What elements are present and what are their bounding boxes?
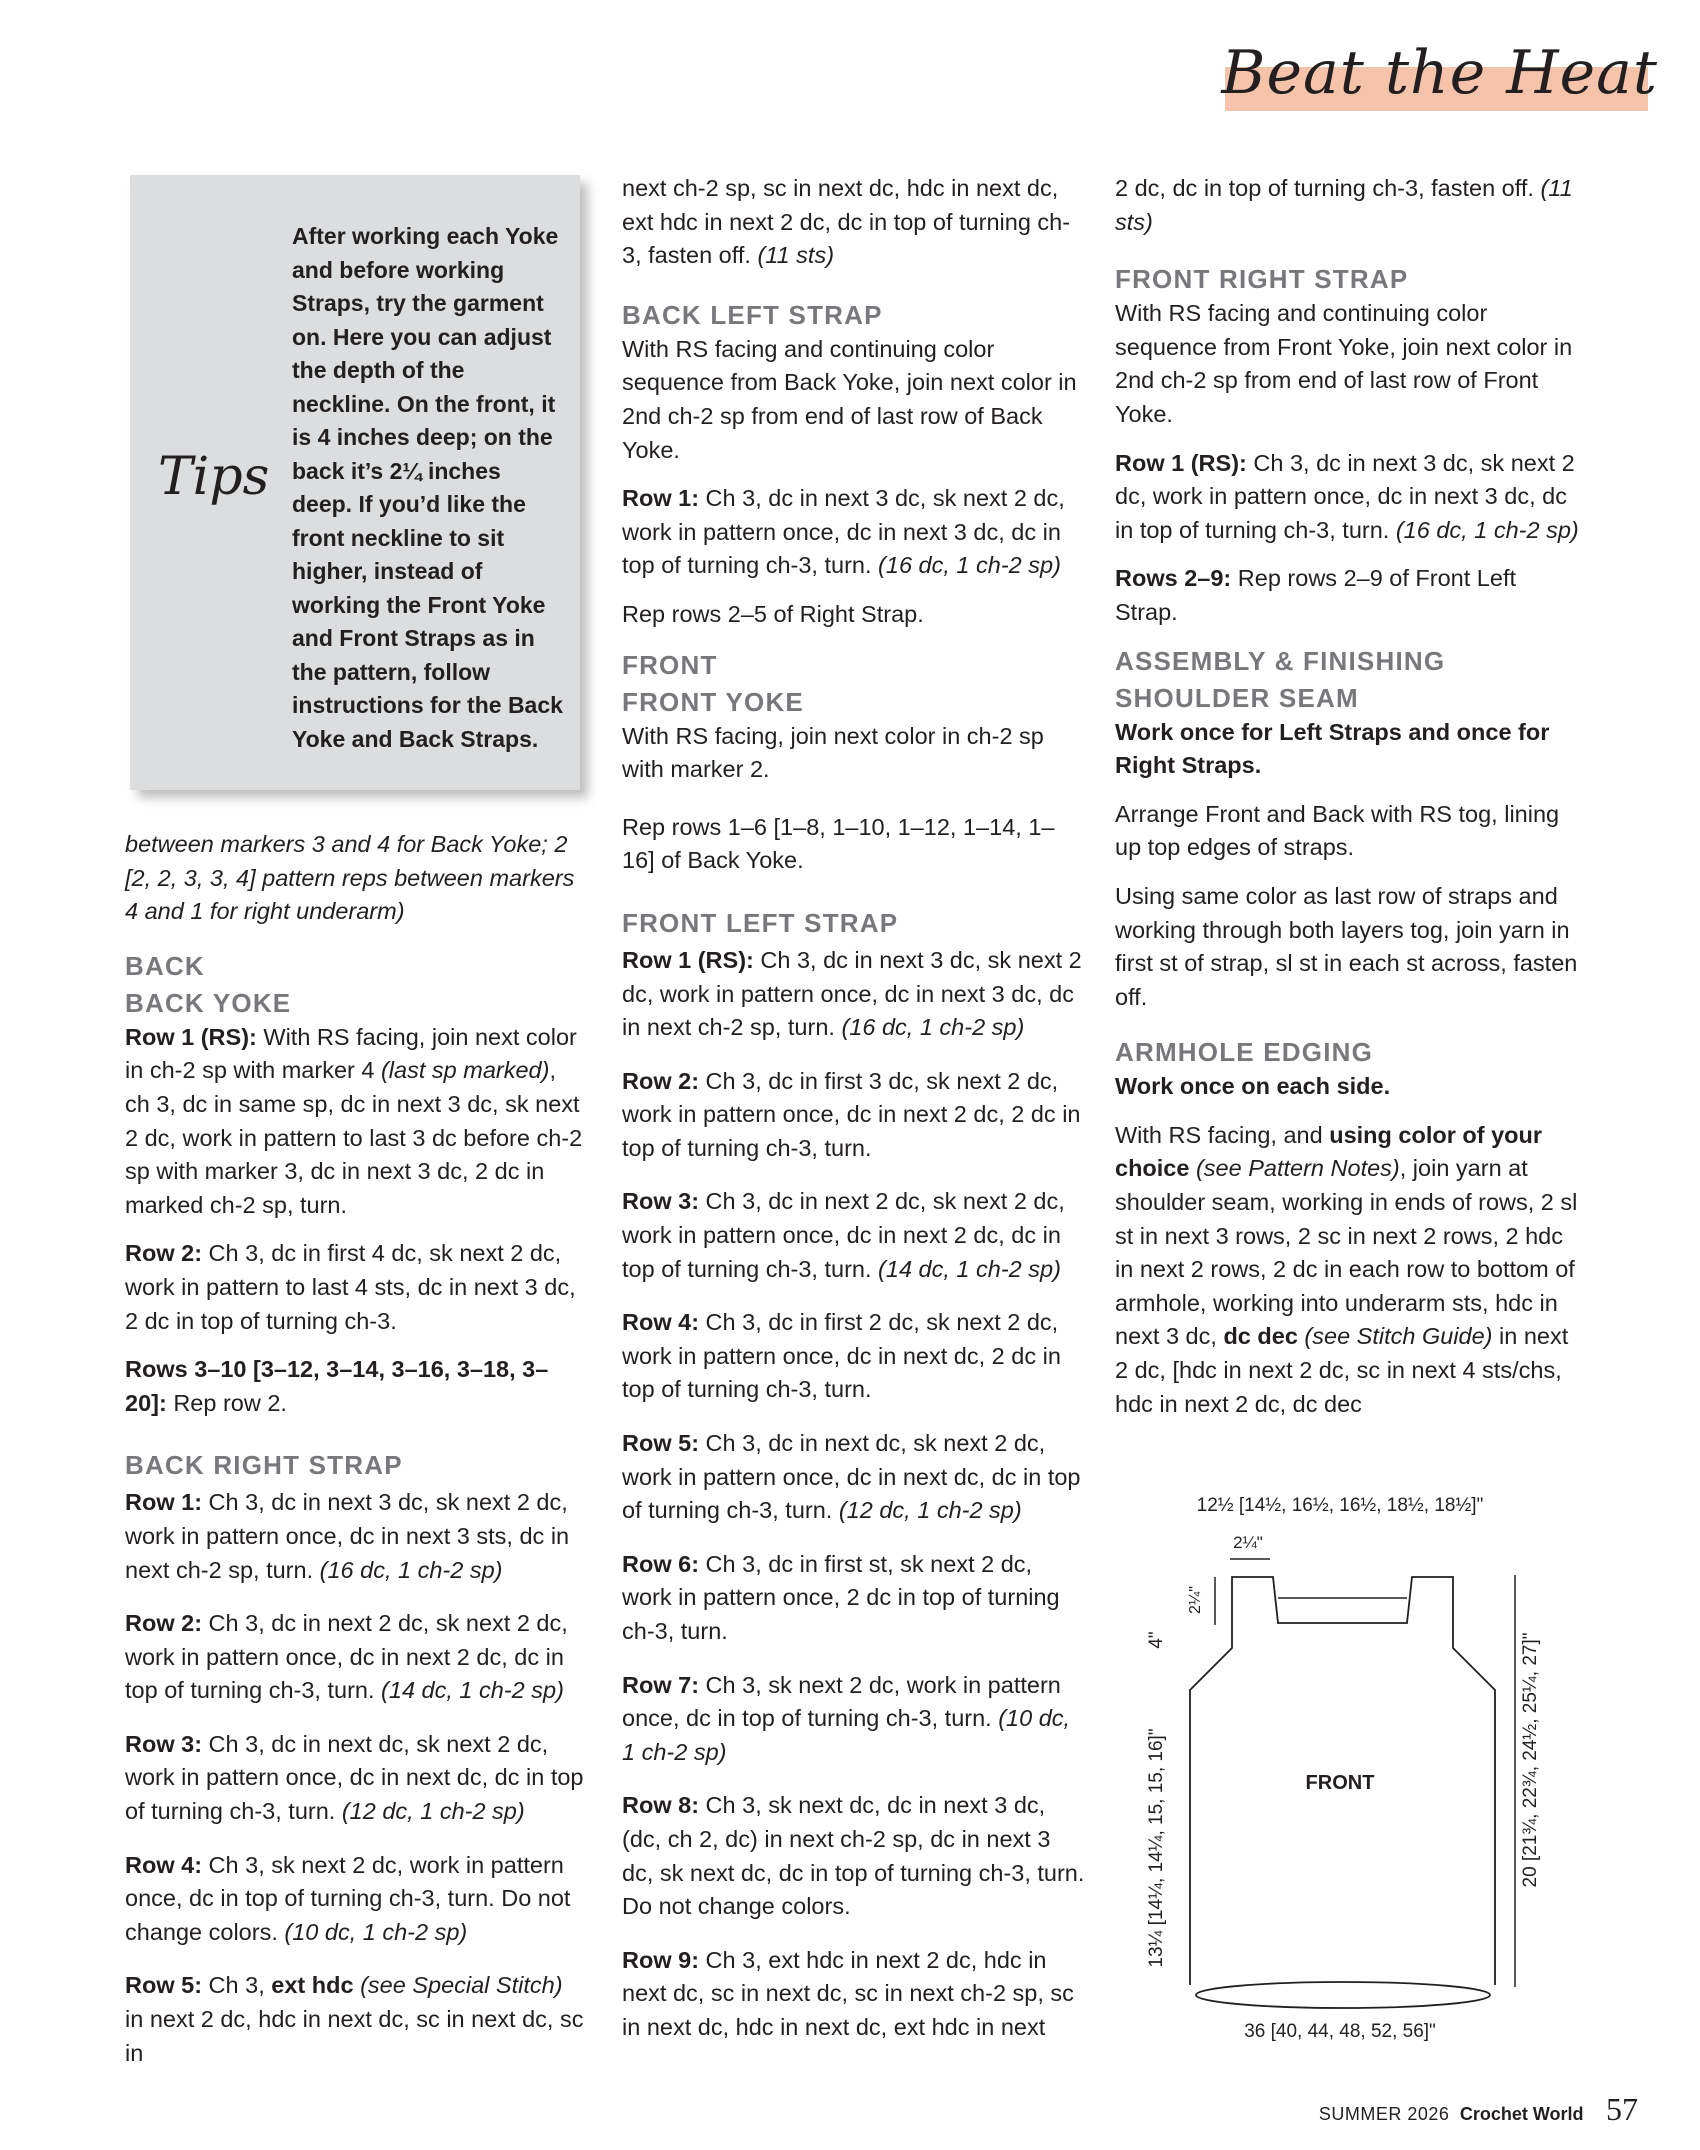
armhole-edging-heading: ARMHOLE EDGING [1115, 1037, 1374, 1068]
front-left-strap-row-3: Row 3: Ch 3, dc in next 2 dc, sk next 2 dc, work in pattern once, dc in next 2 dc, dc in top of turning ch-3, turn. (14 dc, 1 ch-2 sp) [622, 1188, 1065, 1282]
back-yoke-heading: BACK YOKE [125, 987, 292, 1018]
back-left-strap-rep: Rep rows 2–5 of Right Strap. [622, 600, 924, 627]
front-left-strap-row-4: Row 4: Ch 3, dc in first 2 dc, sk next 2 dc, work in pattern once, dc in next dc, 2 dc in top of turning ch-3, turn. [622, 1309, 1061, 1403]
front-left-strap-row-9-cont: 2 dc, dc in top of turning ch-3, fasten off. (11 sts) [1115, 175, 1573, 235]
front-left-strap-row-1: Row 1 (RS): Ch 3, dc in next 3 dc, sk next 2 dc, work in pattern once, dc in next 3 dc, dc in next ch-2 sp, turn. (16 dc, 1 ch-2 sp) [622, 946, 1082, 1041]
front-yoke-rep: Rep rows 1–6 [1–8, 1–10, 1–12, 1–14, 1–16] of Back Yoke. [622, 813, 1055, 874]
front-yoke-heading: FRONT YOKE [622, 686, 804, 717]
front-left-strap-row-6: Row 6: Ch 3, dc in first st, sk next 2 dc, work in pattern once, 2 dc in top of turning ch-3, turn. [622, 1550, 1060, 1644]
back-right-strap-row-5: Row 5: Ch 3, ext hdc (see Special Stitch) in next 2 dc, hdc in next dc, sc in next dc, sc in [125, 1972, 584, 2066]
front-yoke-text: With RS facing, join next color in ch-2 sp with marker 2. [622, 722, 1044, 783]
back-yoke-row-1: Row 1 (RS): With RS facing, join next color in ch-2 sp with marker 4 (last sp marked), ch 3, dc in same sp, dc in next 3 dc, sk next 2 dc, work in pattern to last 3 dc before ch-2 sp with marker 3, dc in next 3 dc, 2 dc in marked ch-2 sp, turn. [125, 1023, 583, 1218]
front-left-strap-row-8: Row 8: Ch 3, sk next dc, dc in next 3 dc, (dc, ch 2, dc) in next ch-2 sp, dc in next 3 dc, sk next dc, dc in top of turning ch-3, turn. Do not change colors. [622, 1792, 1085, 1920]
front-right-strap-heading: FRONT RIGHT STRAP [1115, 264, 1409, 295]
assembly-finishing-heading: ASSEMBLY & FINISHING [1115, 645, 1446, 676]
back-left-strap-heading: BACK LEFT STRAP [622, 299, 883, 330]
page-number: 57 [1606, 2091, 1638, 2127]
footer-issue: SUMMER 2026 [1318, 2104, 1450, 2124]
shoulder-seam-note: Work once for Left Straps and once for Right Straps. [1115, 718, 1550, 779]
back-right-strap-row-3: Row 3: Ch 3, dc in next dc, sk next 2 dc, work in pattern once, dc in next dc, dc in top of turning ch-3, turn. (12 dc, 1 ch-2 sp) [125, 1730, 584, 1825]
section-title: Beat the Heat [1221, 38, 1658, 108]
front-left-strap-row-7: Row 7: Ch 3, sk next 2 dc, work in pattern once, dc in top of turning ch-3, turn. (10 dc, 1 ch-2 sp) [622, 1671, 1071, 1765]
back-right-strap-row-4: Row 4: Ch 3, sk next 2 dc, work in pattern once, dc in top of turning ch-3, turn. Do not change colors. (10 dc, 1 ch-2 sp) [125, 1851, 571, 1945]
front-right-strap-text: With RS facing and continuing color sequence from Front Yoke, join next color in 2nd ch-2 sp from end of last row of Front Yoke. [1115, 300, 1573, 427]
armhole-edging-text: With RS facing, and using color of your choice (see Pattern Notes), join yarn at shoulder seam, working in ends of rows, 2 sl st in next 3 rows, 2 sc in next 2 rows, 2 hdc in next 2 rows, 2 dc in each row to bottom of armhole, working into underarm sts, hdc in next 3 dc, dc dec (see Stitch Guide) in next 2 dc, [hdc in next 2 dc, sc in next 4 sts/chs, hdc in next 2 dc, dc dec [1115, 1121, 1578, 1417]
back-right-strap-row-5-cont: next ch-2 sp, sc in next dc, hdc in next dc, ext hdc in next 2 dc, dc in top of turning ch-3, fasten off. (11 sts) [622, 175, 1071, 269]
footer-magazine: Crochet World [1459, 2104, 1584, 2124]
front-heading: FRONT [622, 649, 718, 680]
back-right-strap-row-1: Row 1: Ch 3, dc in next 3 dc, sk next 2 dc, work in pattern once, dc in next 3 sts, dc in next ch-2 sp, turn. (16 dc, 1 ch-2 sp) [125, 1489, 570, 1583]
bottom-width-label: 36 [40, 44, 48, 52, 56]" [1244, 2021, 1436, 2042]
front-left-strap-row-2: Row 2: Ch 3, dc in first 3 dc, sk next 2 dc, work in pattern once, dc in next 2 dc, 2 dc in top of turning ch-3, turn. [622, 1067, 1081, 1161]
back-right-strap-row-2: Row 2: Ch 3, dc in next 2 dc, sk next 2 dc, work in pattern once, dc in next 2 dc, dc in top of turning ch-3, turn. (14 dc, 1 ch-2 sp) [125, 1610, 568, 1704]
bottom-ellipse [1196, 1982, 1490, 2008]
back-left-strap-text: With RS facing and continuing color sequence from Back Yoke, join next color in 2nd ch-2 sp from end of last row of Back Yoke. [622, 335, 1077, 463]
column-2 [622, 172, 1087, 2060]
front-right-strap-rows-2-9: Rows 2–9: Rep rows 2–9 of Front Left Strap. [1115, 565, 1517, 625]
intro-text: between markers 3 and 4 for Back Yoke; 2 [2, 2, 3, 3, 4] pattern reps between markers 4 and 1 for right underarm) [125, 831, 575, 925]
back-heading: BACK [125, 950, 205, 981]
top-width-label: 12½ [14½, 16½, 16½, 18½, 18½]" [1196, 1495, 1484, 1516]
front-right-strap-row-1: Row 1 (RS): Ch 3, dc in next 3 dc, sk next 2 dc, work in pattern once, dc in next 3 dc, dc in top of turning ch-3, turn. (16 dc, 1 ch-2 sp) [1115, 449, 1579, 543]
back-yoke-row-2: Row 2: Ch 3, dc in first 4 dc, sk next 2 dc, work in pattern to last 4 sts, dc in next 3 dc, 2 dc in top of turning ch-3. [125, 1240, 576, 1334]
front-left-strap-row-5: Row 5: Ch 3, dc in next dc, sk next 2 dc, work in pattern once, dc in next dc, dc in top of turning ch-3, turn. (12 dc, 1 ch-2 sp) [622, 1430, 1081, 1524]
column-1 [125, 828, 585, 2085]
front-schematic [1140, 1475, 1600, 2042]
tips-text: After working each Yoke and before working Straps, try the garment on. Here you can adjust the depth of the neckline. On the front, it is 4 inches deep; on the back it’s 2¼ inches deep. If you’d like the front neckline to sit higher, instead of working the Front Yoke and Front Straps as in the pattern, follow instructions for the Back Yoke and Back Straps. [292, 223, 563, 752]
back-left-strap-row-1: Row 1: Ch 3, dc in next 3 dc, sk next 2 dc, work in pattern once, dc in next 3 dc, dc in top of turning ch-3, turn. (16 dc, 1 ch-2 sp) [622, 485, 1065, 579]
front-left-strap-row-9: Row 9: Ch 3, ext hdc in next 2 dc, hdc in next dc, sc in next dc, sc in next ch-2 sp, sc in next dc, hdc in next dc, ext hdc in next [622, 1946, 1074, 2040]
back-right-strap-heading: BACK RIGHT STRAP [125, 1450, 403, 1481]
shoulder-seam-heading: SHOULDER SEAM [1115, 682, 1359, 713]
footer [1319, 2091, 1638, 2128]
neck-depth-label: 4" [1146, 1631, 1167, 1649]
front-left-strap-heading: FRONT LEFT STRAP [622, 907, 899, 938]
strap-depth-label: 2¼" [1187, 1586, 1204, 1614]
tips-heading: Tips [158, 447, 270, 507]
back-yoke-rows-3-10: Rows 3–10 [3–12, 3–14, 3–16, 3–18, 3–20]: Rep row 2. [125, 1356, 549, 1416]
column-3 [1115, 172, 1585, 1436]
armhole-edging-note: Work once on each side. [1115, 1073, 1391, 1100]
front-label: FRONT [1305, 1772, 1375, 1794]
body-height-label: 13¼ [14¼, 14¼, 15, 15, 16]" [1146, 1728, 1167, 1968]
tips-box [130, 175, 580, 790]
shoulder-seam-p1: Arrange Front and Back with RS tog, lining up top edges of straps. [1115, 800, 1560, 861]
total-height-label: 20 [21¾, 22¾, 24½, 25¼, 27]" [1520, 1632, 1541, 1888]
strap-width-label: 2¼" [1233, 1533, 1263, 1552]
shoulder-seam-p2: Using same color as last row of straps and working through both layers tog, join yarn in first st of strap, sl st in each st across, fasten off. [1115, 882, 1578, 1010]
